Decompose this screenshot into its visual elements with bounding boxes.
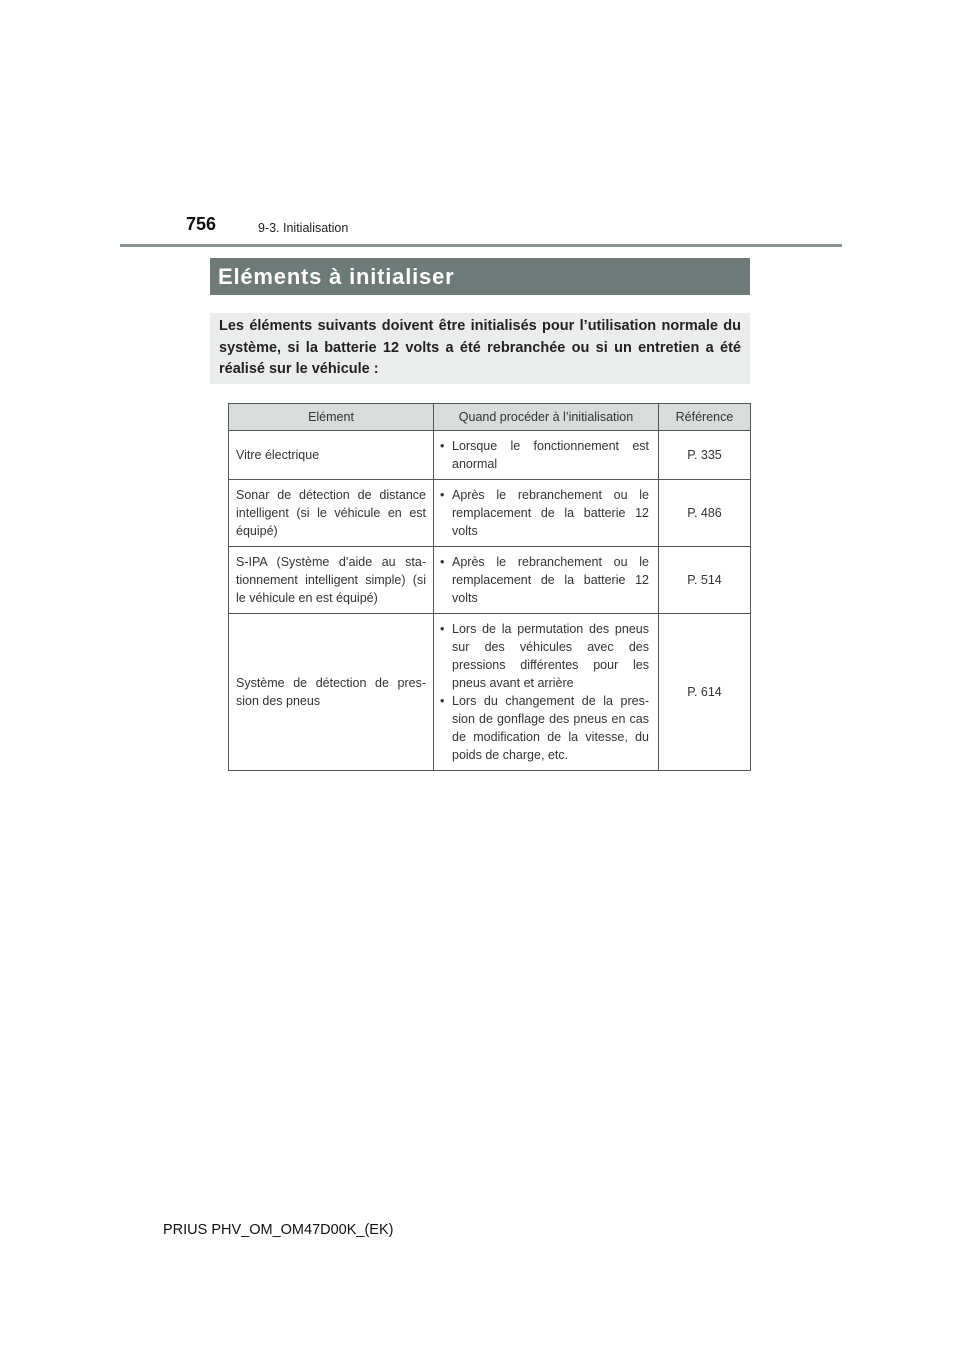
- header-cell-when: Quand procéder à l’initialisation: [434, 404, 659, 431]
- when-cell: [434, 547, 659, 614]
- when-cell: [434, 614, 659, 771]
- intro-box: [210, 313, 750, 384]
- page-number: 756: [186, 214, 217, 234]
- items-table: [228, 403, 751, 771]
- when-list: [440, 437, 649, 473]
- when-list: [440, 620, 649, 764]
- section-label: 9-3. Initialisation: [258, 221, 349, 235]
- title-band: [210, 258, 750, 295]
- list-item: • Après le rebranchement ou le remplacement de la batterie 12 volts: [440, 553, 649, 607]
- reference-cell: P. 335: [659, 431, 751, 480]
- reference-cell: P. 614: [659, 614, 751, 771]
- table-header-row: [229, 404, 751, 431]
- when-cell: [434, 480, 659, 547]
- when-list: [440, 486, 649, 540]
- header-cell-reference: Référence: [659, 404, 751, 431]
- list-item: • Après le rebranchement ou le remplacement de la batterie 12 volts: [440, 486, 649, 540]
- item-cell: S-IPA (Système d’aide au sta-tionnement intelligent simple) (si le véhicule en est équipé): [229, 547, 434, 614]
- list-item: • Lors de la permutation des pneus sur des véhicules avec des pressions différentes pour les pneus avant et arrière: [440, 620, 649, 692]
- footer-doc-code: PRIUS PHV_OM_OM47D00K_(EK): [163, 1222, 394, 1238]
- header-cell-item: Elément: [229, 404, 434, 431]
- list-item: • Lorsque le fonctionnement est anormal: [440, 437, 649, 473]
- list-item: • Lors du changement de la pres-sion de gonflage des pneus en cas de modification de la vitesse, du poids de charge, etc.: [440, 692, 649, 764]
- table-row: [229, 547, 751, 614]
- header-rule: [120, 244, 842, 247]
- item-cell: Vitre électrique: [229, 431, 434, 480]
- reference-cell: P. 514: [659, 547, 751, 614]
- table-row: [229, 431, 751, 480]
- when-cell: [434, 431, 659, 480]
- when-list: [440, 553, 649, 607]
- item-cell: Sonar de détection de distance intelligent (si le véhicule en est équipé): [229, 480, 434, 547]
- table-row: [229, 614, 751, 771]
- reference-cell: P. 486: [659, 480, 751, 547]
- item-cell: Système de détection de pres-sion des pneus: [229, 614, 434, 771]
- table-row: [229, 480, 751, 547]
- intro-text: Les éléments suivants doivent être initialisés pour l’utilisation normale du système, si la batterie 12 volts a été rebranchée ou si un entretien a été réalisé sur le véhicule :: [219, 318, 741, 377]
- page-title: Eléments à initialiser: [218, 263, 455, 289]
